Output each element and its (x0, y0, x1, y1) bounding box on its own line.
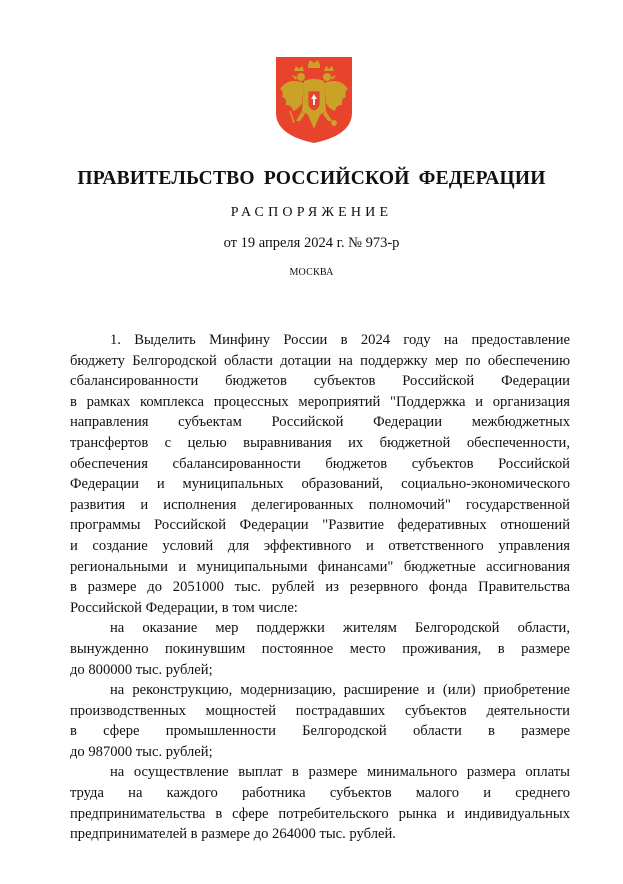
body-line: до 800000 тыс. рублей; (70, 661, 213, 678)
body-line: до 987000 тыс. рублей; (70, 743, 213, 760)
russian-coat-of-arms-icon (274, 55, 354, 145)
body-line: в сфере промышленности Белгородской области в размере (70, 723, 570, 740)
body-line: бюджету Белгородской области дотации на поддержку мер по обеспечению (70, 352, 570, 369)
body-line: развития и исполнения делегированных полномочий" государственной (70, 496, 570, 513)
document-body (70, 330, 570, 845)
body-line: вынужденно покинувшим постоянное место проживания, в размере (70, 640, 570, 657)
body-line: производственных мощностей пострадавших субъектов деятельности (70, 702, 570, 719)
body-line: на осуществление выплат в размере минимального размера оплаты (110, 764, 570, 781)
body-line: Российской Федерации, в том числе: (70, 599, 298, 616)
body-line: и создание условий для эффективного и ответственного управления (70, 537, 570, 554)
body-line: в размере до 2051000 тыс. рублей из резервного фонда Правительства (70, 579, 570, 596)
document-city: МОСКВА (289, 267, 334, 278)
document-type: РАСПОРЯЖЕНИЕ (230, 205, 393, 220)
body-line: 1. Выделить Минфину России в 2024 году на предоставление (110, 332, 570, 348)
body-line: сбалансированности бюджетов субъектов Российской Федерации (70, 373, 570, 390)
body-line: на оказание мер поддержки жителям Белгородской области, (110, 620, 570, 637)
body-line: направления субъектам Российской Федерации межбюджетных (70, 414, 570, 431)
document-date-number: от 19 апреля 2024 г. № 973-р (223, 235, 400, 251)
body-line: в рамках комплекса процессных мероприятий "Поддержка и организация (70, 393, 570, 410)
body-line: обеспечения сбалансированности бюджетов субъектов Российской (70, 455, 570, 472)
government-title: ПРАВИТЕЛЬСТВО РОССИЙСКОЙ ФЕДЕРАЦИИ (77, 168, 546, 189)
body-line: Федерации и муниципальных образований, социально-экономического (70, 476, 570, 493)
body-line: предпринимателей в размере до 264000 тыс. рублей. (70, 826, 396, 843)
body-line: программы Российской Федерации "Развитие федеративных отношений (70, 517, 570, 534)
body-line: трансфертов с целью выравнивания их бюджетной обеспеченности, (70, 434, 570, 451)
body-line: труда на каждого работника субъектов малого и среднего (70, 785, 570, 802)
body-line: на реконструкцию, модернизацию, расширение и (или) приобретение (110, 682, 570, 699)
body-line: предпринимательства в сфере потребительского рынка и индивидуальных (70, 805, 570, 822)
body-line: региональными и муниципальными финансами" бюджетные ассигнования (70, 558, 570, 575)
